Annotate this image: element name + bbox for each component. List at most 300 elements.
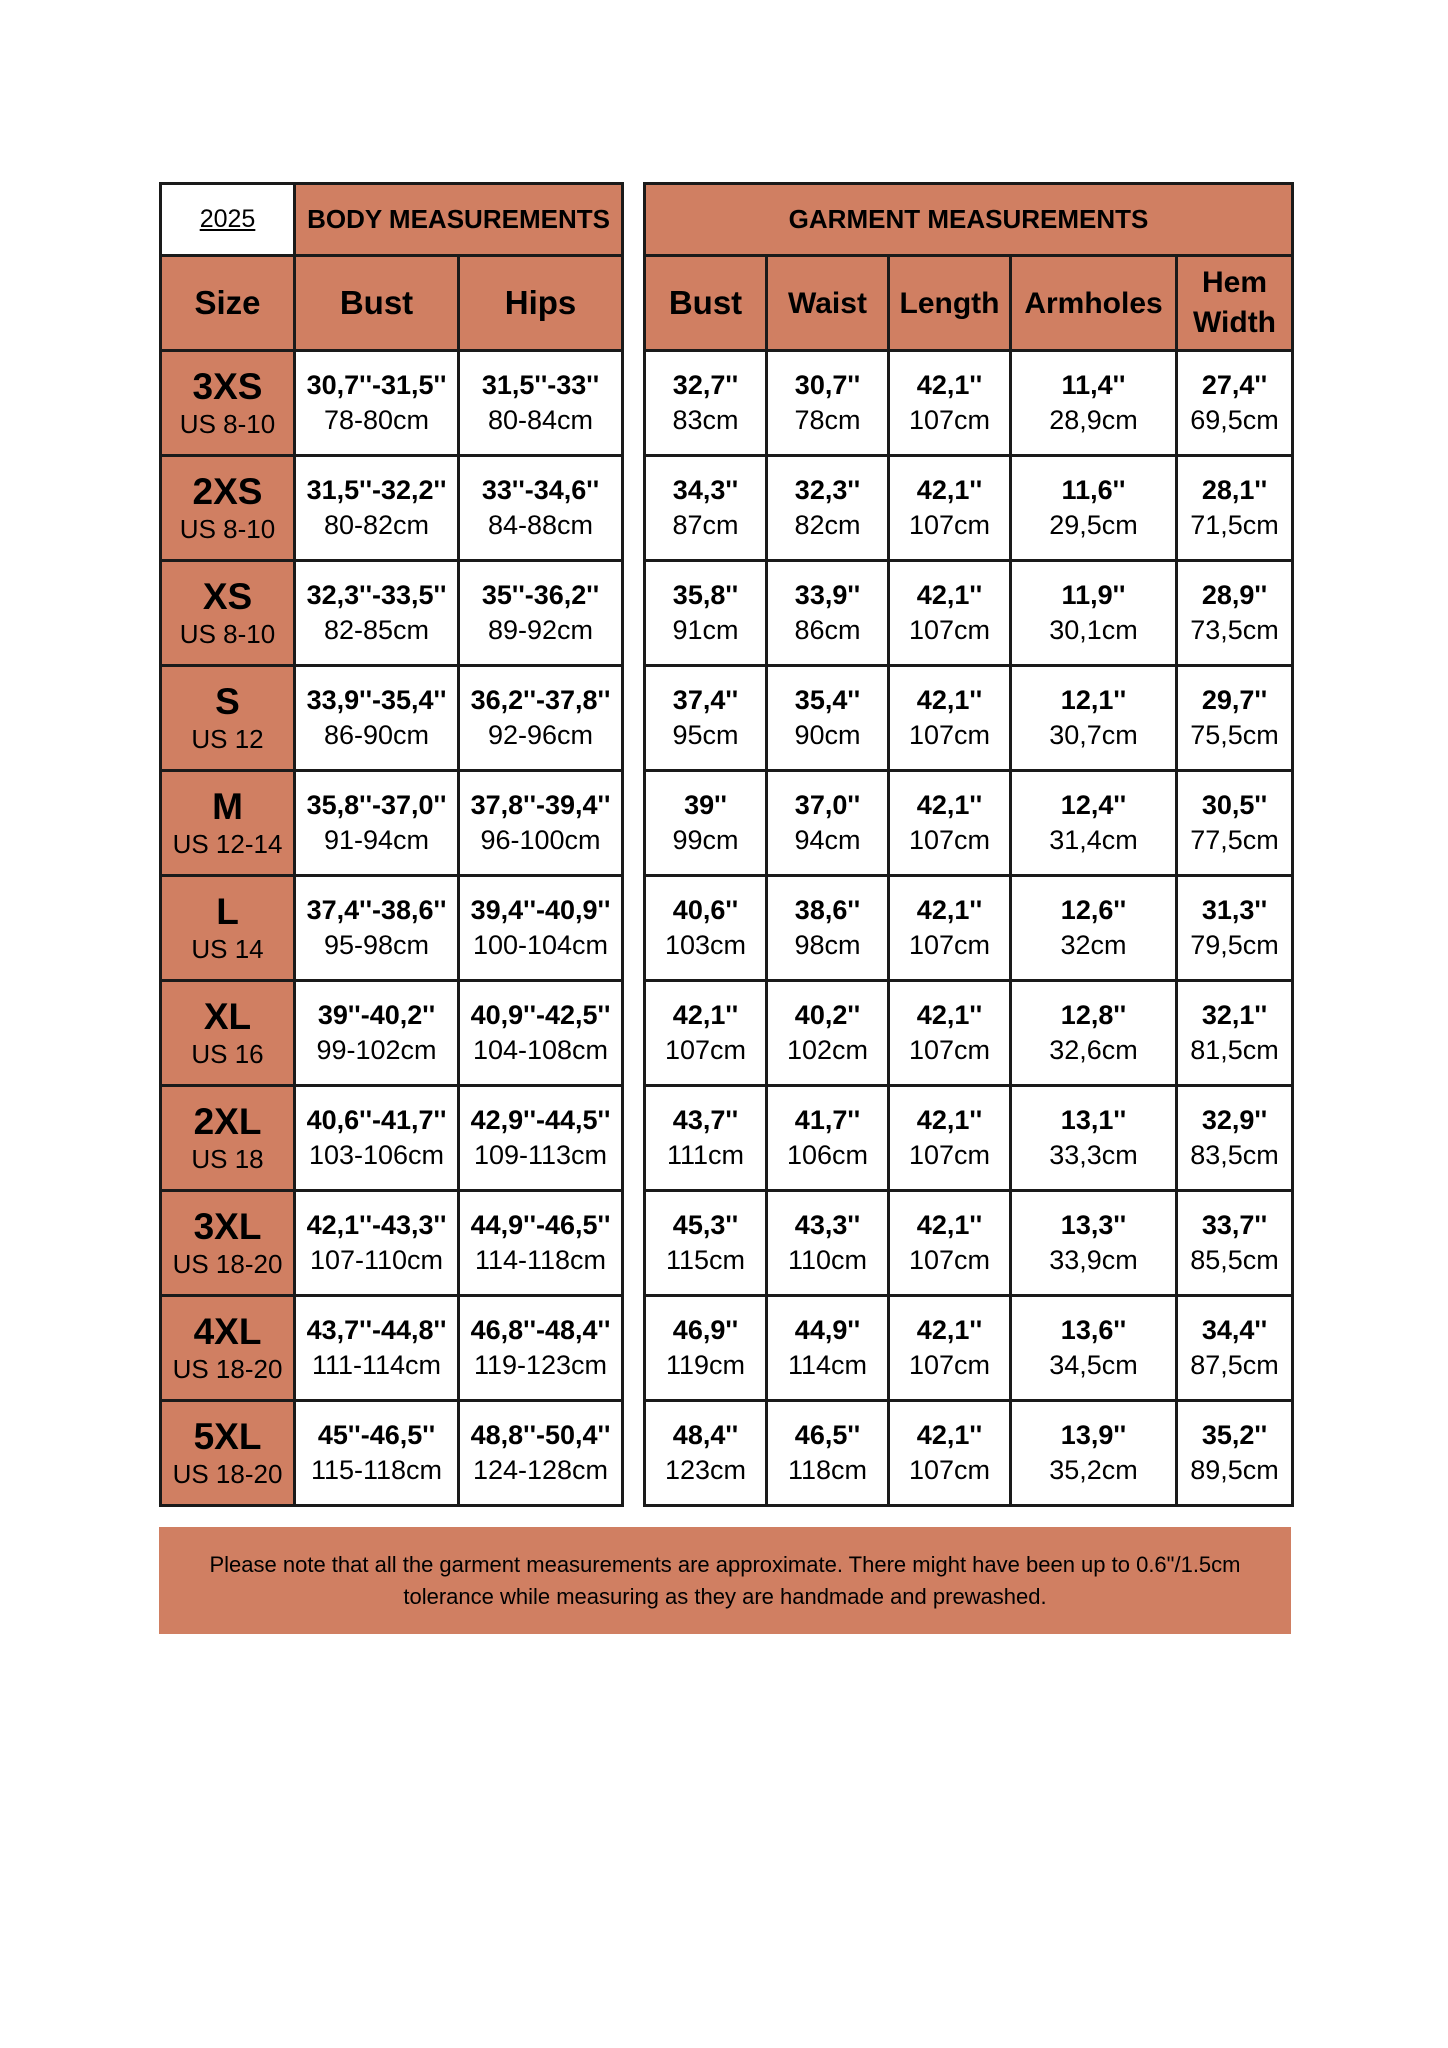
body-hips-cell: [459, 456, 623, 561]
garment-waist-cell-inches: 32,3'': [794, 474, 861, 505]
body-bust-cell-inches: 35,8''-37,0'': [306, 789, 447, 820]
garment-bust-cell: [645, 1086, 767, 1191]
garment-armholes-cell: [1011, 876, 1177, 981]
garment-waist-cell-inches: 41,7'': [794, 1104, 861, 1135]
garment-armholes-cell-inches: 13,9'': [1060, 1419, 1127, 1450]
garment-length-cell-cm: 107cm: [908, 825, 991, 855]
garment-length-cell-cm: 107cm: [908, 1035, 991, 1065]
body-bust-cell-inches: 30,7''-31,5'': [306, 369, 447, 400]
body-bust-cell-inches: 33,9''-35,4'': [306, 684, 447, 715]
body-bust-cell: [295, 876, 459, 981]
garment-length-cell-cm: 107cm: [908, 930, 991, 960]
garment-hem-width-cell-inches: 32,9'': [1201, 1104, 1268, 1135]
body-hips-cell-cm: 100-104cm: [472, 930, 609, 960]
garment-bust-cell-inches: 37,4'': [672, 684, 739, 715]
body-bust-cell: [295, 561, 459, 666]
garment-armholes-cell-cm: 34,5cm: [1049, 1350, 1138, 1380]
garment-armholes-cell: [1011, 1086, 1177, 1191]
garment-armholes-cell-cm: 33,9cm: [1049, 1245, 1138, 1275]
size-label: 4XL: [193, 1311, 262, 1353]
garment-armholes-cell-inches: 13,6'': [1060, 1314, 1127, 1345]
garment-waist-cell-inches: 35,4'': [794, 684, 861, 715]
body-hips-cell-cm: 104-108cm: [472, 1035, 609, 1065]
body-hips-cell: [459, 1401, 623, 1506]
body-bust-cell: [295, 1401, 459, 1506]
us-size-label: US 18-20: [172, 1353, 283, 1384]
garment-waist-cell-cm: 114cm: [787, 1350, 868, 1380]
garment-bust-cell: [645, 1191, 767, 1296]
garment-bust-cell-cm: 107cm: [664, 1035, 747, 1065]
body-bust-cell: [295, 456, 459, 561]
garment-bust-cell-cm: 87cm: [672, 510, 739, 540]
body-bust-cell-inches: 42,1''-43,3'': [306, 1209, 447, 1240]
garment-waist-cell: [767, 876, 889, 981]
table-row: [645, 666, 1293, 771]
garment-waist-cell-cm: 110cm: [787, 1245, 868, 1275]
garment-hem-width-cell: [1177, 876, 1293, 981]
size-cell: [161, 771, 295, 876]
table-row: [645, 876, 1293, 981]
garment-waist-cell: [767, 1086, 889, 1191]
garment-armholes-cell: [1011, 561, 1177, 666]
table-row: [161, 456, 623, 561]
table-row: [645, 561, 1293, 666]
table-row: [161, 1401, 623, 1506]
us-size-label: US 8-10: [179, 513, 276, 544]
table-row: [645, 1296, 1293, 1401]
body-hips-cell: [459, 666, 623, 771]
table-row: [161, 351, 623, 456]
size-label: 5XL: [193, 1416, 262, 1458]
garment-bust-cell: [645, 981, 767, 1086]
body-bust-cell-inches: 40,6''-41,7'': [306, 1104, 447, 1135]
garment-armholes-cell-cm: 35,2cm: [1049, 1455, 1138, 1485]
garment-bust-cell-cm: 103cm: [664, 930, 747, 960]
body-bust-cell-inches: 39''-40,2'': [317, 999, 436, 1030]
garment-length-cell-inches: 42,1'': [916, 1314, 983, 1345]
garment-hem-width-cell: [1177, 666, 1293, 771]
body-hips-cell: [459, 876, 623, 981]
size-cell: [161, 876, 295, 981]
body-bust-cell-inches: 32,3''-33,5'': [306, 579, 447, 610]
table-row: [645, 1401, 1293, 1506]
garment-bust-cell-inches: 48,4'': [672, 1419, 739, 1450]
garment-hem-width-cell-inches: 30,5'': [1201, 789, 1268, 820]
body-hips-cell-inches: 42,9''-44,5'': [470, 1104, 611, 1135]
body-hips-cell-inches: 40,9''-42,5'': [470, 999, 611, 1030]
body-bust-cell-cm: 115-118cm: [310, 1455, 443, 1485]
body-bust-cell-inches: 45''-46,5'': [317, 1419, 436, 1450]
body-hips-cell-cm: 89-92cm: [487, 615, 594, 645]
garment-armholes-cell-cm: 29,5cm: [1049, 510, 1138, 540]
garment-armholes-cell-inches: 13,3'': [1060, 1209, 1127, 1240]
size-label: M: [212, 786, 243, 828]
garment-hem-width-cell-cm: 75,5cm: [1190, 720, 1279, 750]
garment-waist-cell-cm: 78cm: [794, 405, 861, 435]
table-row: [161, 1296, 623, 1401]
body-bust-cell-cm: 78-80cm: [323, 405, 430, 435]
col-header-waist: Waist: [767, 256, 889, 351]
garment-armholes-cell: [1011, 1296, 1177, 1401]
garment-length-cell: [889, 981, 1011, 1086]
garment-bust-cell-inches: 40,6'': [672, 894, 739, 925]
garment-hem-width-cell-inches: 32,1'': [1201, 999, 1268, 1030]
col-header-garment-bust: Bust: [645, 256, 767, 351]
col-header-armholes: Armholes: [1011, 256, 1177, 351]
us-size-label: US 8-10: [179, 618, 276, 649]
body-hips-cell-cm: 119-123cm: [473, 1350, 608, 1380]
garment-hem-width-cell: [1177, 456, 1293, 561]
body-hips-cell: [459, 1296, 623, 1401]
body-hips-cell: [459, 561, 623, 666]
table-row: [161, 981, 623, 1086]
garment-waist-cell-inches: 33,9'': [794, 579, 861, 610]
body-hips-cell-inches: 31,5''-33'': [481, 369, 600, 400]
garment-bust-cell-inches: 35,8'': [672, 579, 739, 610]
body-bust-cell: [295, 771, 459, 876]
garment-bust-cell: [645, 1401, 767, 1506]
body-hips-cell-cm: 96-100cm: [480, 825, 601, 855]
garment-bust-cell-inches: 46,9'': [672, 1314, 739, 1345]
garment-bust-cell-cm: 91cm: [672, 615, 739, 645]
garment-hem-width-cell: [1177, 1296, 1293, 1401]
garment-armholes-cell-cm: 30,7cm: [1049, 720, 1138, 750]
garment-length-cell-inches: 42,1'': [916, 1209, 983, 1240]
body-hips-cell-inches: 44,9''-46,5'': [470, 1209, 611, 1240]
garment-hem-width-cell: [1177, 561, 1293, 666]
garment-hem-width-cell-inches: 34,4'': [1201, 1314, 1268, 1345]
size-cell: [161, 456, 295, 561]
garment-armholes-cell-inches: 11,6'': [1061, 474, 1126, 505]
garment-waist-cell-inches: 40,2'': [794, 999, 861, 1030]
garment-length-cell-inches: 42,1'': [916, 894, 983, 925]
table-row: [161, 561, 623, 666]
garment-hem-width-cell-inches: 29,7'': [1201, 684, 1268, 715]
body-hips-cell-inches: 48,8''-50,4'': [470, 1419, 611, 1450]
garment-waist-cell-cm: 82cm: [794, 510, 861, 540]
garment-armholes-cell-cm: 30,1cm: [1049, 615, 1138, 645]
table-row: [645, 351, 1293, 456]
garment-waist-cell-cm: 106cm: [786, 1140, 869, 1170]
garment-bust-cell-inches: 32,7'': [672, 369, 739, 400]
table-row: [161, 1086, 623, 1191]
garment-hem-width-cell: [1177, 1401, 1293, 1506]
us-size-label: US 12: [191, 723, 264, 754]
table-row: [645, 981, 1293, 1086]
garment-length-cell-inches: 42,1'': [916, 369, 983, 400]
garment-armholes-cell: [1011, 1191, 1177, 1296]
garment-length-cell-inches: 42,1'': [916, 1419, 983, 1450]
garment-bust-cell-cm: 111cm: [666, 1140, 745, 1170]
body-bust-cell-cm: 95-98cm: [323, 930, 430, 960]
body-measurements-table: [159, 182, 624, 1507]
garment-hem-width-cell: [1177, 1086, 1293, 1191]
body-measurements-title: BODY MEASUREMENTS: [295, 184, 623, 256]
table-row: [161, 876, 623, 981]
garment-hem-width-cell: [1177, 981, 1293, 1086]
garment-armholes-cell: [1011, 771, 1177, 876]
us-size-label: US 18: [191, 1143, 264, 1174]
garment-length-cell-inches: 42,1'': [916, 579, 983, 610]
body-hips-cell: [459, 1086, 623, 1191]
garment-armholes-cell-inches: 12,4'': [1060, 789, 1127, 820]
size-cell: [161, 561, 295, 666]
garment-waist-cell: [767, 666, 889, 771]
garment-hem-width-cell-inches: 33,7'': [1201, 1209, 1268, 1240]
garment-length-cell-inches: 42,1'': [916, 474, 983, 505]
table-row: [161, 666, 623, 771]
body-hips-cell: [459, 981, 623, 1086]
garment-armholes-cell-cm: 28,9cm: [1049, 405, 1138, 435]
body-bust-cell: [295, 1191, 459, 1296]
garment-length-cell-inches: 42,1'': [916, 1104, 983, 1135]
body-hips-cell-cm: 80-84cm: [487, 405, 594, 435]
garment-bust-cell-inches: 45,3'': [672, 1209, 739, 1240]
garment-length-cell-cm: 107cm: [908, 1140, 991, 1170]
garment-hem-width-cell-cm: 77,5cm: [1190, 825, 1279, 855]
garment-waist-cell-inches: 46,5'': [794, 1419, 861, 1450]
body-bust-cell-cm: 103-106cm: [308, 1140, 445, 1170]
col-header-length: Length: [889, 256, 1011, 351]
garment-hem-width-cell-cm: 69,5cm: [1190, 405, 1279, 435]
body-hips-cell-cm: 109-113cm: [473, 1140, 608, 1170]
garment-hem-width-cell-inches: 27,4'': [1201, 369, 1268, 400]
size-cell: [161, 1401, 295, 1506]
garment-hem-width-cell-inches: 28,9'': [1201, 579, 1268, 610]
body-hips-cell-inches: 36,2''-37,8'': [470, 684, 611, 715]
size-label: XL: [203, 996, 252, 1038]
garment-armholes-cell: [1011, 666, 1177, 771]
size-cell: [161, 1296, 295, 1401]
garment-bust-cell: [645, 561, 767, 666]
garment-waist-cell: [767, 981, 889, 1086]
garment-bust-cell-inches: 34,3'': [672, 474, 739, 505]
garment-waist-cell-cm: 86cm: [794, 615, 861, 645]
garment-armholes-cell-cm: 33,3cm: [1049, 1140, 1138, 1170]
garment-length-cell-cm: 107cm: [908, 1455, 991, 1485]
garment-armholes-cell-inches: 11,4'': [1061, 369, 1126, 400]
garment-bust-cell-cm: 95cm: [672, 720, 739, 750]
col-header-hem-width: Hem Width: [1177, 256, 1293, 351]
garment-hem-width-cell-cm: 83,5cm: [1190, 1140, 1279, 1170]
garment-armholes-cell-cm: 31,4cm: [1049, 825, 1138, 855]
garment-length-cell: [889, 1401, 1011, 1506]
garment-length-cell: [889, 561, 1011, 666]
garment-bust-cell-cm: 115cm: [665, 1245, 746, 1275]
body-hips-cell-cm: 124-128cm: [472, 1455, 609, 1485]
garment-hem-width-cell-cm: 79,5cm: [1190, 930, 1279, 960]
body-hips-cell-inches: 39,4''-40,9'': [470, 894, 611, 925]
size-label: 3XS: [192, 366, 263, 408]
garment-waist-cell-inches: 38,6'': [794, 894, 861, 925]
table-row: [645, 456, 1293, 561]
table-row: [161, 771, 623, 876]
garment-waist-cell-cm: 90cm: [794, 720, 861, 750]
garment-waist-cell-inches: 37,0'': [794, 789, 861, 820]
garment-length-cell: [889, 666, 1011, 771]
size-cell: [161, 666, 295, 771]
body-bust-cell: [295, 1296, 459, 1401]
measurement-note: Please note that all the garment measurements are approximate. There might have been up to 0.6"/1.5cm tolerance while measuring as they are handmade and prewashed.: [159, 1527, 1291, 1634]
garment-bust-cell: [645, 771, 767, 876]
body-hips-cell-inches: 33''-34,6'': [481, 474, 600, 505]
garment-bust-cell: [645, 876, 767, 981]
body-hips-cell-inches: 35''-36,2'': [481, 579, 600, 610]
year-label: 2025: [161, 184, 295, 256]
body-bust-cell: [295, 1086, 459, 1191]
table-row: [161, 1191, 623, 1296]
body-bust-cell-cm: 86-90cm: [323, 720, 430, 750]
body-hips-cell-cm: 84-88cm: [487, 510, 594, 540]
garment-waist-cell: [767, 771, 889, 876]
table-row: [645, 771, 1293, 876]
col-header-body-hips: Hips: [459, 256, 623, 351]
garment-length-cell-cm: 107cm: [908, 405, 991, 435]
size-cell: [161, 1086, 295, 1191]
garment-bust-cell-cm: 83cm: [672, 405, 739, 435]
col-header-size: Size: [161, 256, 295, 351]
garment-waist-cell-cm: 118cm: [787, 1455, 868, 1485]
garment-hem-width-cell: [1177, 1191, 1293, 1296]
garment-waist-cell: [767, 561, 889, 666]
garment-armholes-cell-inches: 12,6'': [1060, 894, 1127, 925]
garment-waist-cell: [767, 1296, 889, 1401]
garment-bust-cell-inches: 39'': [684, 789, 727, 820]
garment-hem-width-cell: [1177, 771, 1293, 876]
size-label: XS: [202, 576, 253, 618]
garment-waist-cell-inches: 30,7'': [794, 369, 861, 400]
body-bust-cell-inches: 37,4''-38,6'': [306, 894, 447, 925]
size-cell: [161, 981, 295, 1086]
garment-bust-cell-cm: 119cm: [665, 1350, 746, 1380]
us-size-label: US 12-14: [172, 828, 283, 859]
garment-bust-cell: [645, 666, 767, 771]
garment-hem-width-cell-cm: 73,5cm: [1190, 615, 1279, 645]
body-hips-cell: [459, 771, 623, 876]
us-size-label: US 8-10: [179, 408, 276, 439]
garment-length-cell-cm: 107cm: [908, 720, 991, 750]
size-cell: [161, 351, 295, 456]
size-label: 2XL: [193, 1101, 262, 1143]
garment-armholes-cell-cm: 32,6cm: [1049, 1035, 1138, 1065]
us-size-label: US 18-20: [172, 1458, 283, 1489]
body-hips-cell-cm: 114-118cm: [474, 1245, 607, 1275]
garment-waist-cell-inches: 43,3'': [794, 1209, 861, 1240]
garment-measurements-table: [643, 182, 1294, 1507]
body-hips-cell-cm: 92-96cm: [487, 720, 594, 750]
garment-armholes-cell-inches: 12,8'': [1060, 999, 1127, 1030]
garment-bust-cell-cm: 99cm: [672, 825, 739, 855]
table-row: [645, 1191, 1293, 1296]
body-bust-cell: [295, 666, 459, 771]
garment-armholes-cell: [1011, 456, 1177, 561]
garment-waist-cell-cm: 102cm: [786, 1035, 869, 1065]
size-cell: [161, 1191, 295, 1296]
garment-hem-width-cell-inches: 35,2'': [1201, 1419, 1268, 1450]
garment-hem-width-cell-inches: 31,3'': [1201, 894, 1268, 925]
garment-bust-cell: [645, 1296, 767, 1401]
us-size-label: US 18-20: [172, 1248, 283, 1279]
garment-armholes-cell: [1011, 981, 1177, 1086]
garment-length-cell-cm: 107cm: [908, 1245, 991, 1275]
garment-measurements-title: GARMENT MEASUREMENTS: [645, 184, 1293, 256]
garment-length-cell: [889, 351, 1011, 456]
table-row: [645, 1086, 1293, 1191]
garment-length-cell: [889, 771, 1011, 876]
garment-length-cell: [889, 876, 1011, 981]
body-hips-cell: [459, 1191, 623, 1296]
garment-length-cell: [889, 456, 1011, 561]
garment-bust-cell: [645, 351, 767, 456]
garment-length-cell: [889, 1086, 1011, 1191]
garment-hem-width-cell-cm: 71,5cm: [1190, 510, 1279, 540]
body-hips-cell-inches: 37,8''-39,4'': [470, 789, 611, 820]
garment-length-cell: [889, 1296, 1011, 1401]
garment-armholes-cell-inches: 11,9'': [1061, 579, 1126, 610]
body-bust-cell-cm: 99-102cm: [316, 1035, 437, 1065]
garment-hem-width-cell-cm: 87,5cm: [1190, 1350, 1279, 1380]
col-header-body-bust: Bust: [295, 256, 459, 351]
garment-waist-cell: [767, 1191, 889, 1296]
garment-armholes-cell-cm: 32cm: [1060, 930, 1127, 960]
garment-length-cell-cm: 107cm: [908, 615, 991, 645]
body-bust-cell-cm: 91-94cm: [323, 825, 430, 855]
garment-length-cell: [889, 1191, 1011, 1296]
body-bust-cell-cm: 107-110cm: [309, 1245, 444, 1275]
garment-waist-cell-inches: 44,9'': [794, 1314, 861, 1345]
garment-length-cell-inches: 42,1'': [916, 789, 983, 820]
body-hips-cell-inches: 46,8''-48,4'': [470, 1314, 611, 1345]
garment-bust-cell-inches: 42,1'': [672, 999, 739, 1030]
garment-length-cell-cm: 107cm: [908, 510, 991, 540]
us-size-label: US 16: [191, 1038, 264, 1069]
body-bust-cell-inches: 31,5''-32,2'': [306, 474, 447, 505]
garment-hem-width-cell: [1177, 351, 1293, 456]
size-label: 2XS: [192, 471, 263, 513]
garment-armholes-cell: [1011, 351, 1177, 456]
body-bust-cell-inches: 43,7''-44,8'': [306, 1314, 447, 1345]
garment-armholes-cell-inches: 12,1'': [1060, 684, 1127, 715]
garment-waist-cell: [767, 351, 889, 456]
body-bust-cell: [295, 981, 459, 1086]
size-label: S: [215, 681, 240, 723]
garment-bust-cell-cm: 123cm: [664, 1455, 747, 1485]
garment-waist-cell: [767, 1401, 889, 1506]
garment-waist-cell-cm: 98cm: [794, 930, 861, 960]
body-bust-cell-cm: 82-85cm: [323, 615, 430, 645]
garment-length-cell-cm: 107cm: [908, 1350, 991, 1380]
garment-bust-cell-inches: 43,7'': [672, 1104, 739, 1135]
garment-hem-width-cell-cm: 89,5cm: [1190, 1455, 1279, 1485]
garment-waist-cell: [767, 456, 889, 561]
size-label: L: [216, 891, 239, 933]
body-bust-cell-cm: 111-114cm: [311, 1350, 442, 1380]
size-label: 3XL: [193, 1206, 262, 1248]
garment-bust-cell: [645, 456, 767, 561]
body-bust-cell: [295, 351, 459, 456]
garment-armholes-cell-inches: 13,1'': [1060, 1104, 1127, 1135]
body-hips-cell: [459, 351, 623, 456]
garment-waist-cell-cm: 94cm: [794, 825, 861, 855]
garment-hem-width-cell-inches: 28,1'': [1201, 474, 1268, 505]
garment-armholes-cell: [1011, 1401, 1177, 1506]
garment-length-cell-inches: 42,1'': [916, 684, 983, 715]
us-size-label: US 14: [191, 933, 264, 964]
garment-hem-width-cell-cm: 85,5cm: [1190, 1245, 1279, 1275]
body-bust-cell-cm: 80-82cm: [323, 510, 430, 540]
garment-hem-width-cell-cm: 81,5cm: [1190, 1035, 1279, 1065]
garment-length-cell-inches: 42,1'': [916, 999, 983, 1030]
